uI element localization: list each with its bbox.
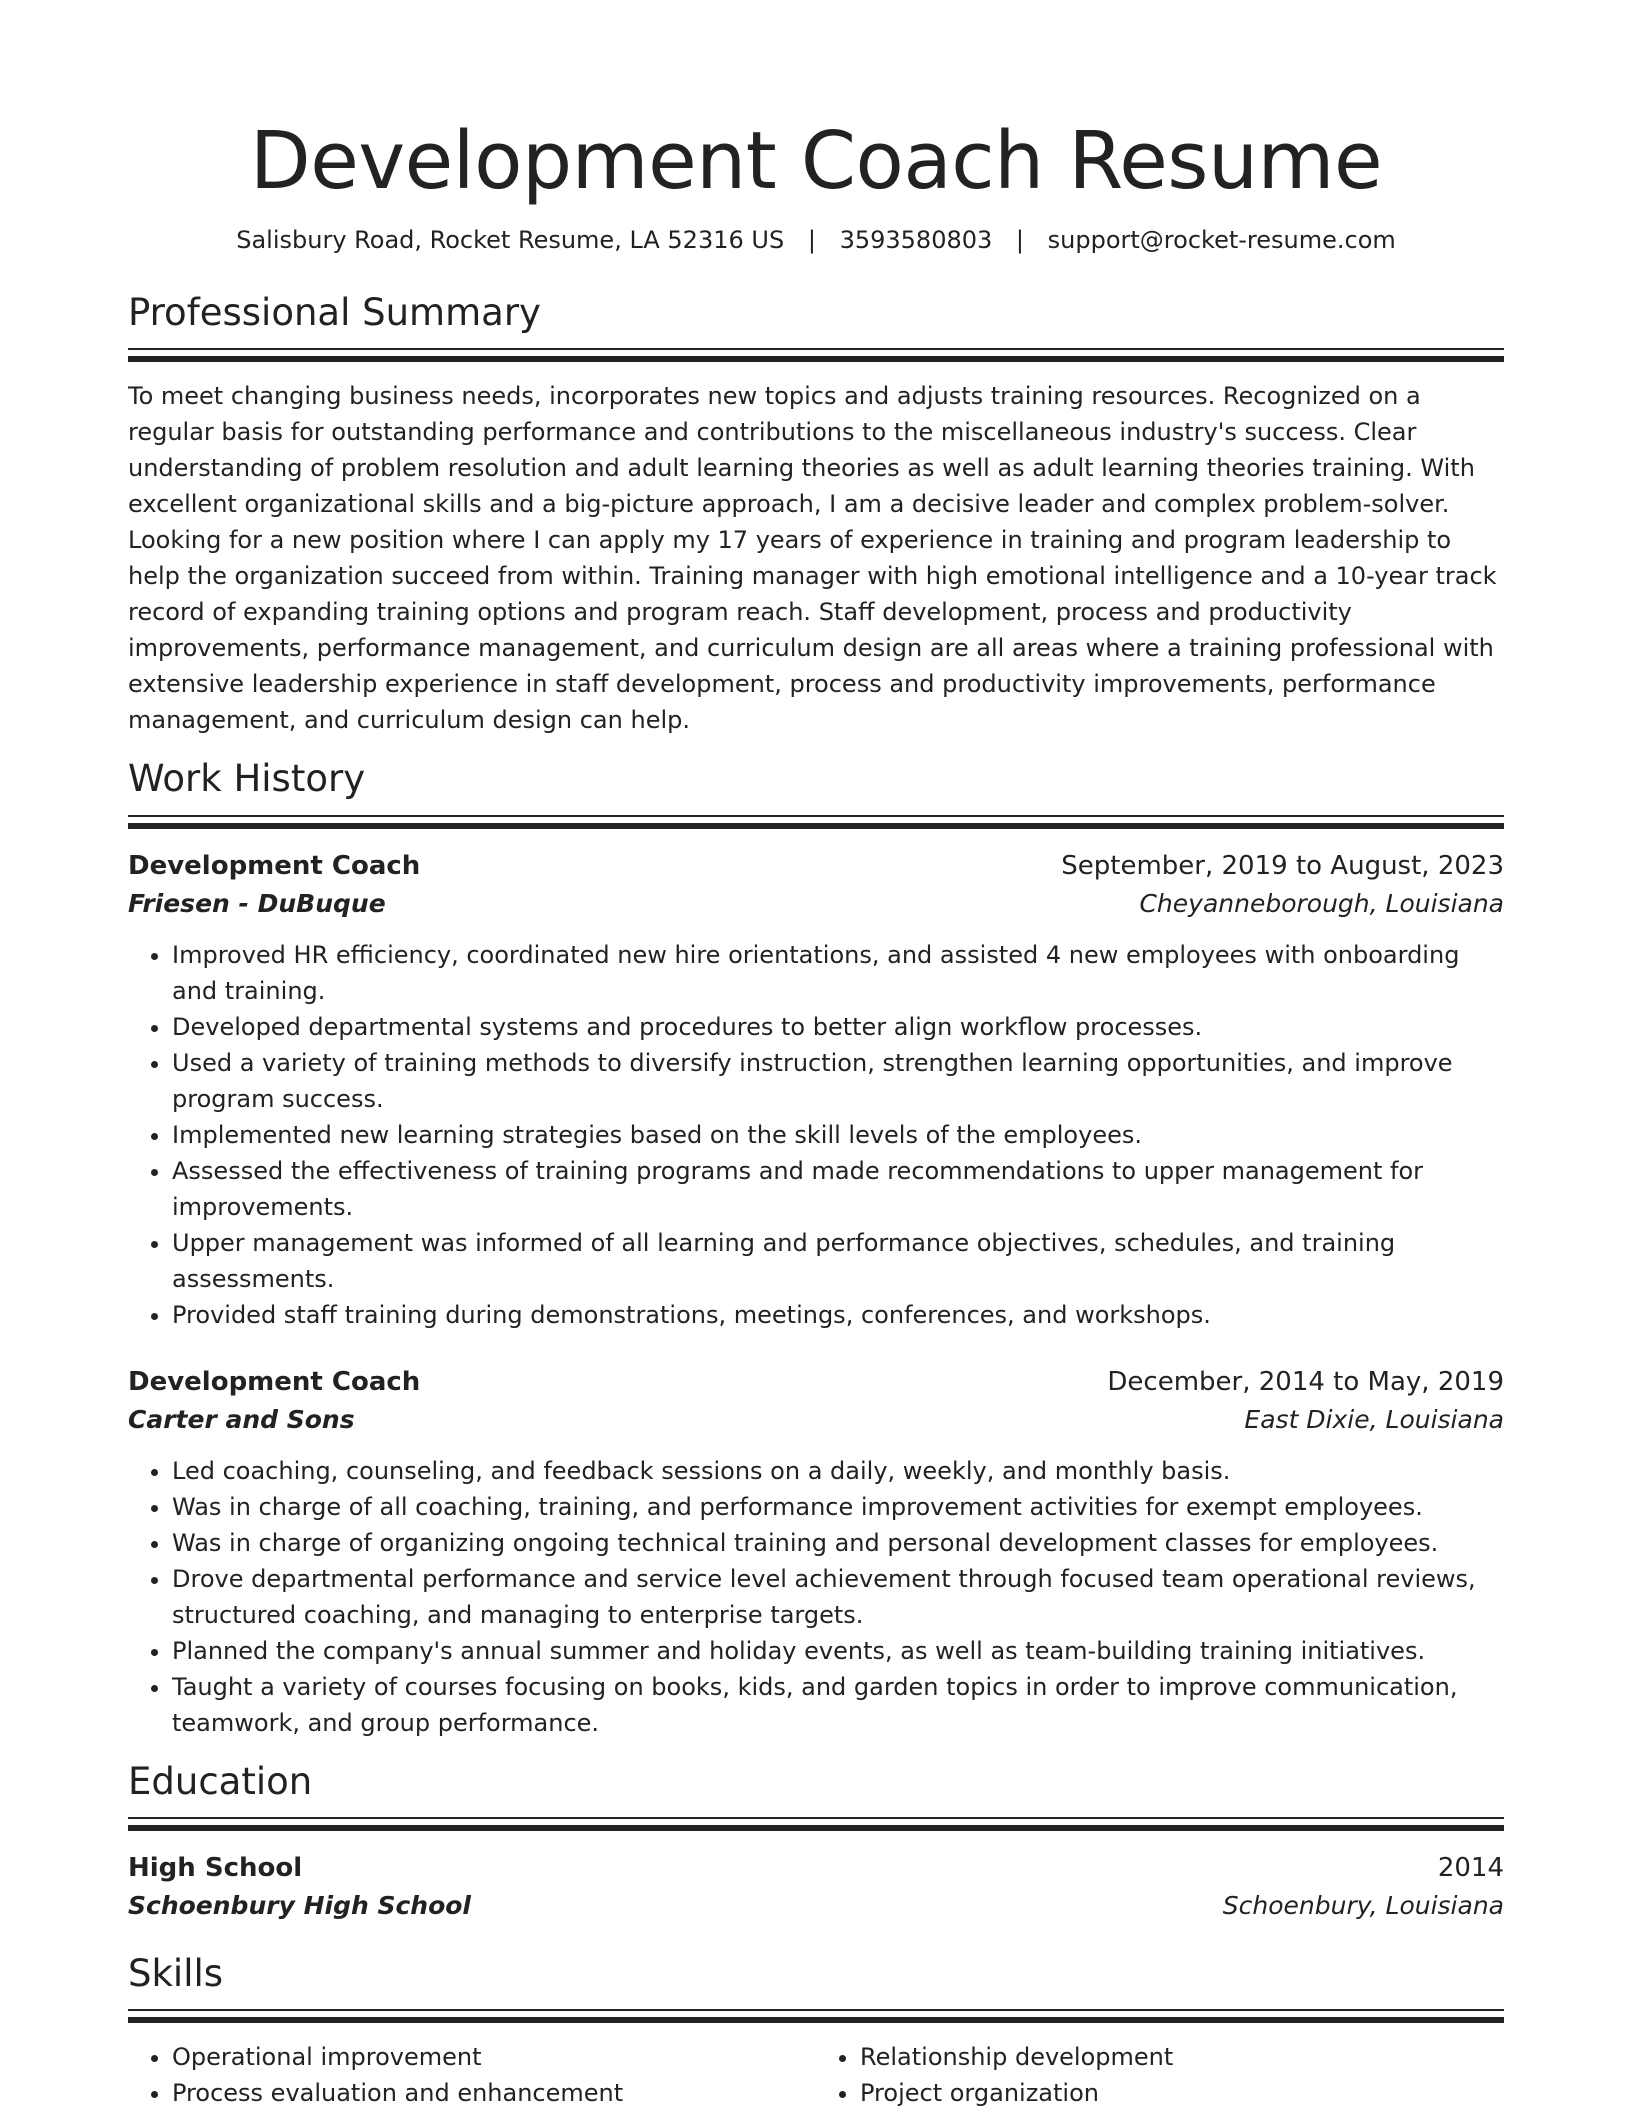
resume-page: [128, 0, 1504, 2111]
job-company: Friesen - DuBuque: [128, 888, 386, 918]
job-bullet: • Developed departmental systems and procedures to better align workflow processes.: [172, 1009, 1504, 1045]
job-title: Development Coach: [128, 850, 421, 881]
contact-separator: |: [807, 225, 816, 254]
job-bullet: • Provided staff training during demonstrations, meetings, conferences, and workshops.: [172, 1297, 1504, 1333]
job-bullet: • Taught a variety of courses focusing on books, kids, and garden topics in order to improve communication, teamwork, and group performance.: [172, 1669, 1504, 1741]
resume-title: Development Coach Resume: [249, 115, 1383, 207]
job-bullets: [128, 937, 1504, 1333]
job-bullet: • Was in charge of organizing ongoing technical training and personal development classes for employees.: [172, 1525, 1504, 1561]
education-degree: High School: [128, 1852, 303, 1883]
section-heading-skills: Skills: [128, 1951, 224, 1995]
job-bullet: • Improved HR efficiency, coordinated new hire orientations, and assisted 4 new employees with onboarding and training.: [172, 937, 1504, 1009]
skill-item: • Operational improvement: [172, 2039, 816, 2075]
education-section: [128, 1759, 1504, 1925]
job-bullet: • Was in charge of all coaching, training, and performance improvement activities for exempt employees.: [172, 1489, 1504, 1525]
contact-separator: |: [1015, 225, 1025, 254]
job-company: Carter and Sons: [128, 1404, 355, 1434]
job-header: [128, 1363, 1504, 1401]
skill-item: • Project organization: [860, 2075, 1504, 2111]
skills-columns: [128, 2039, 1504, 2111]
job-bullet: • Led coaching, counseling, and feedback sessions on a daily, weekly, and monthly basis.: [172, 1453, 1504, 1489]
education-year: 2014: [1437, 1852, 1504, 1883]
education-subheader: [128, 1887, 1504, 1925]
section-divider: [128, 348, 1504, 364]
summary-section: [128, 290, 1504, 738]
education-header: [128, 1849, 1504, 1887]
job-location: East Dixie, Louisiana: [1244, 1404, 1504, 1434]
job-bullet: • Implemented new learning strategies based on the skill levels of the employees.: [172, 1117, 1504, 1153]
contact-address: Salisbury Road, Rocket Resume, LA 52316 US: [236, 225, 785, 254]
contact-line: [128, 225, 1504, 256]
job-title: Development Coach: [128, 1366, 421, 1397]
job-bullet: • Used a variety of training methods to diversify instruction, strengthen learning opportunities, and improve program success.: [172, 1045, 1504, 1117]
job-header: [128, 847, 1504, 885]
section-divider: [128, 815, 1504, 831]
job-entry: [128, 847, 1504, 1333]
job-dates: December, 2014 to May, 2019: [1107, 1366, 1504, 1397]
section-heading-education: Education: [128, 1759, 313, 1803]
education-entry: [128, 1849, 1504, 1925]
skill-item: • Process evaluation and enhancement: [172, 2075, 816, 2111]
job-entry: [128, 1363, 1504, 1741]
job-subheader: [128, 885, 1504, 923]
section-divider: [128, 1817, 1504, 1833]
job-bullet: • Drove departmental performance and service level achievement through focused team operational reviews, structured coaching, and managing to enterprise targets.: [172, 1561, 1504, 1633]
section-divider: [128, 2009, 1504, 2025]
job-bullets: [128, 1453, 1504, 1741]
skill-item: • Relationship development: [860, 2039, 1504, 2075]
job-subheader: [128, 1401, 1504, 1439]
contact-email: support@rocket-resume.com: [1047, 225, 1396, 254]
skills-section: [128, 1951, 1504, 2111]
job-dates: September, 2019 to August, 2023: [1061, 850, 1504, 881]
section-heading-summary: Professional Summary: [128, 291, 541, 335]
job-location: Cheyanneborough, Louisiana: [1139, 888, 1504, 918]
skills-left-column: [128, 2039, 816, 2111]
job-bullet: • Upper management was informed of all learning and performance objectives, schedules, and training assessments.: [172, 1225, 1504, 1297]
job-bullet: • Planned the company's annual summer and holiday events, as well as team-building training initiatives.: [172, 1633, 1504, 1669]
summary-text: To meet changing business needs, incorporates new topics and adjusts training resources. Recognized on a regular basis for outstanding performance and contributions to the miscellaneous industry's success. Clear understanding of problem resolution and adult learning theories as well as adult learning theories training. With excellent organizational skills and a big-picture approach, I am a decisive leader and complex problem-solver. Looking for a new position where I can apply my 17 years of experience in training and program leadership to help the organization succeed from within. Training manager with high emotional intelligence and a 10-year track record of expanding training options and program reach. Staff development, process and productivity improvements, performance management, and curriculum design are all areas where a training professional with extensive leadership experience in staff development, process and productivity improvements, performance management, and curriculum design can help.: [128, 382, 1497, 735]
job-bullet: • Assessed the effectiveness of training programs and made recommendations to upper management for improvements.: [172, 1153, 1504, 1225]
work-history-section: [128, 756, 1504, 1740]
section-heading-work-history: Work History: [128, 757, 366, 801]
skills-right-column: [816, 2039, 1504, 2111]
contact-phone: 3593580803: [839, 225, 993, 254]
education-location: Schoenbury, Louisiana: [1222, 1890, 1504, 1920]
education-school: Schoenbury High School: [128, 1890, 472, 1920]
